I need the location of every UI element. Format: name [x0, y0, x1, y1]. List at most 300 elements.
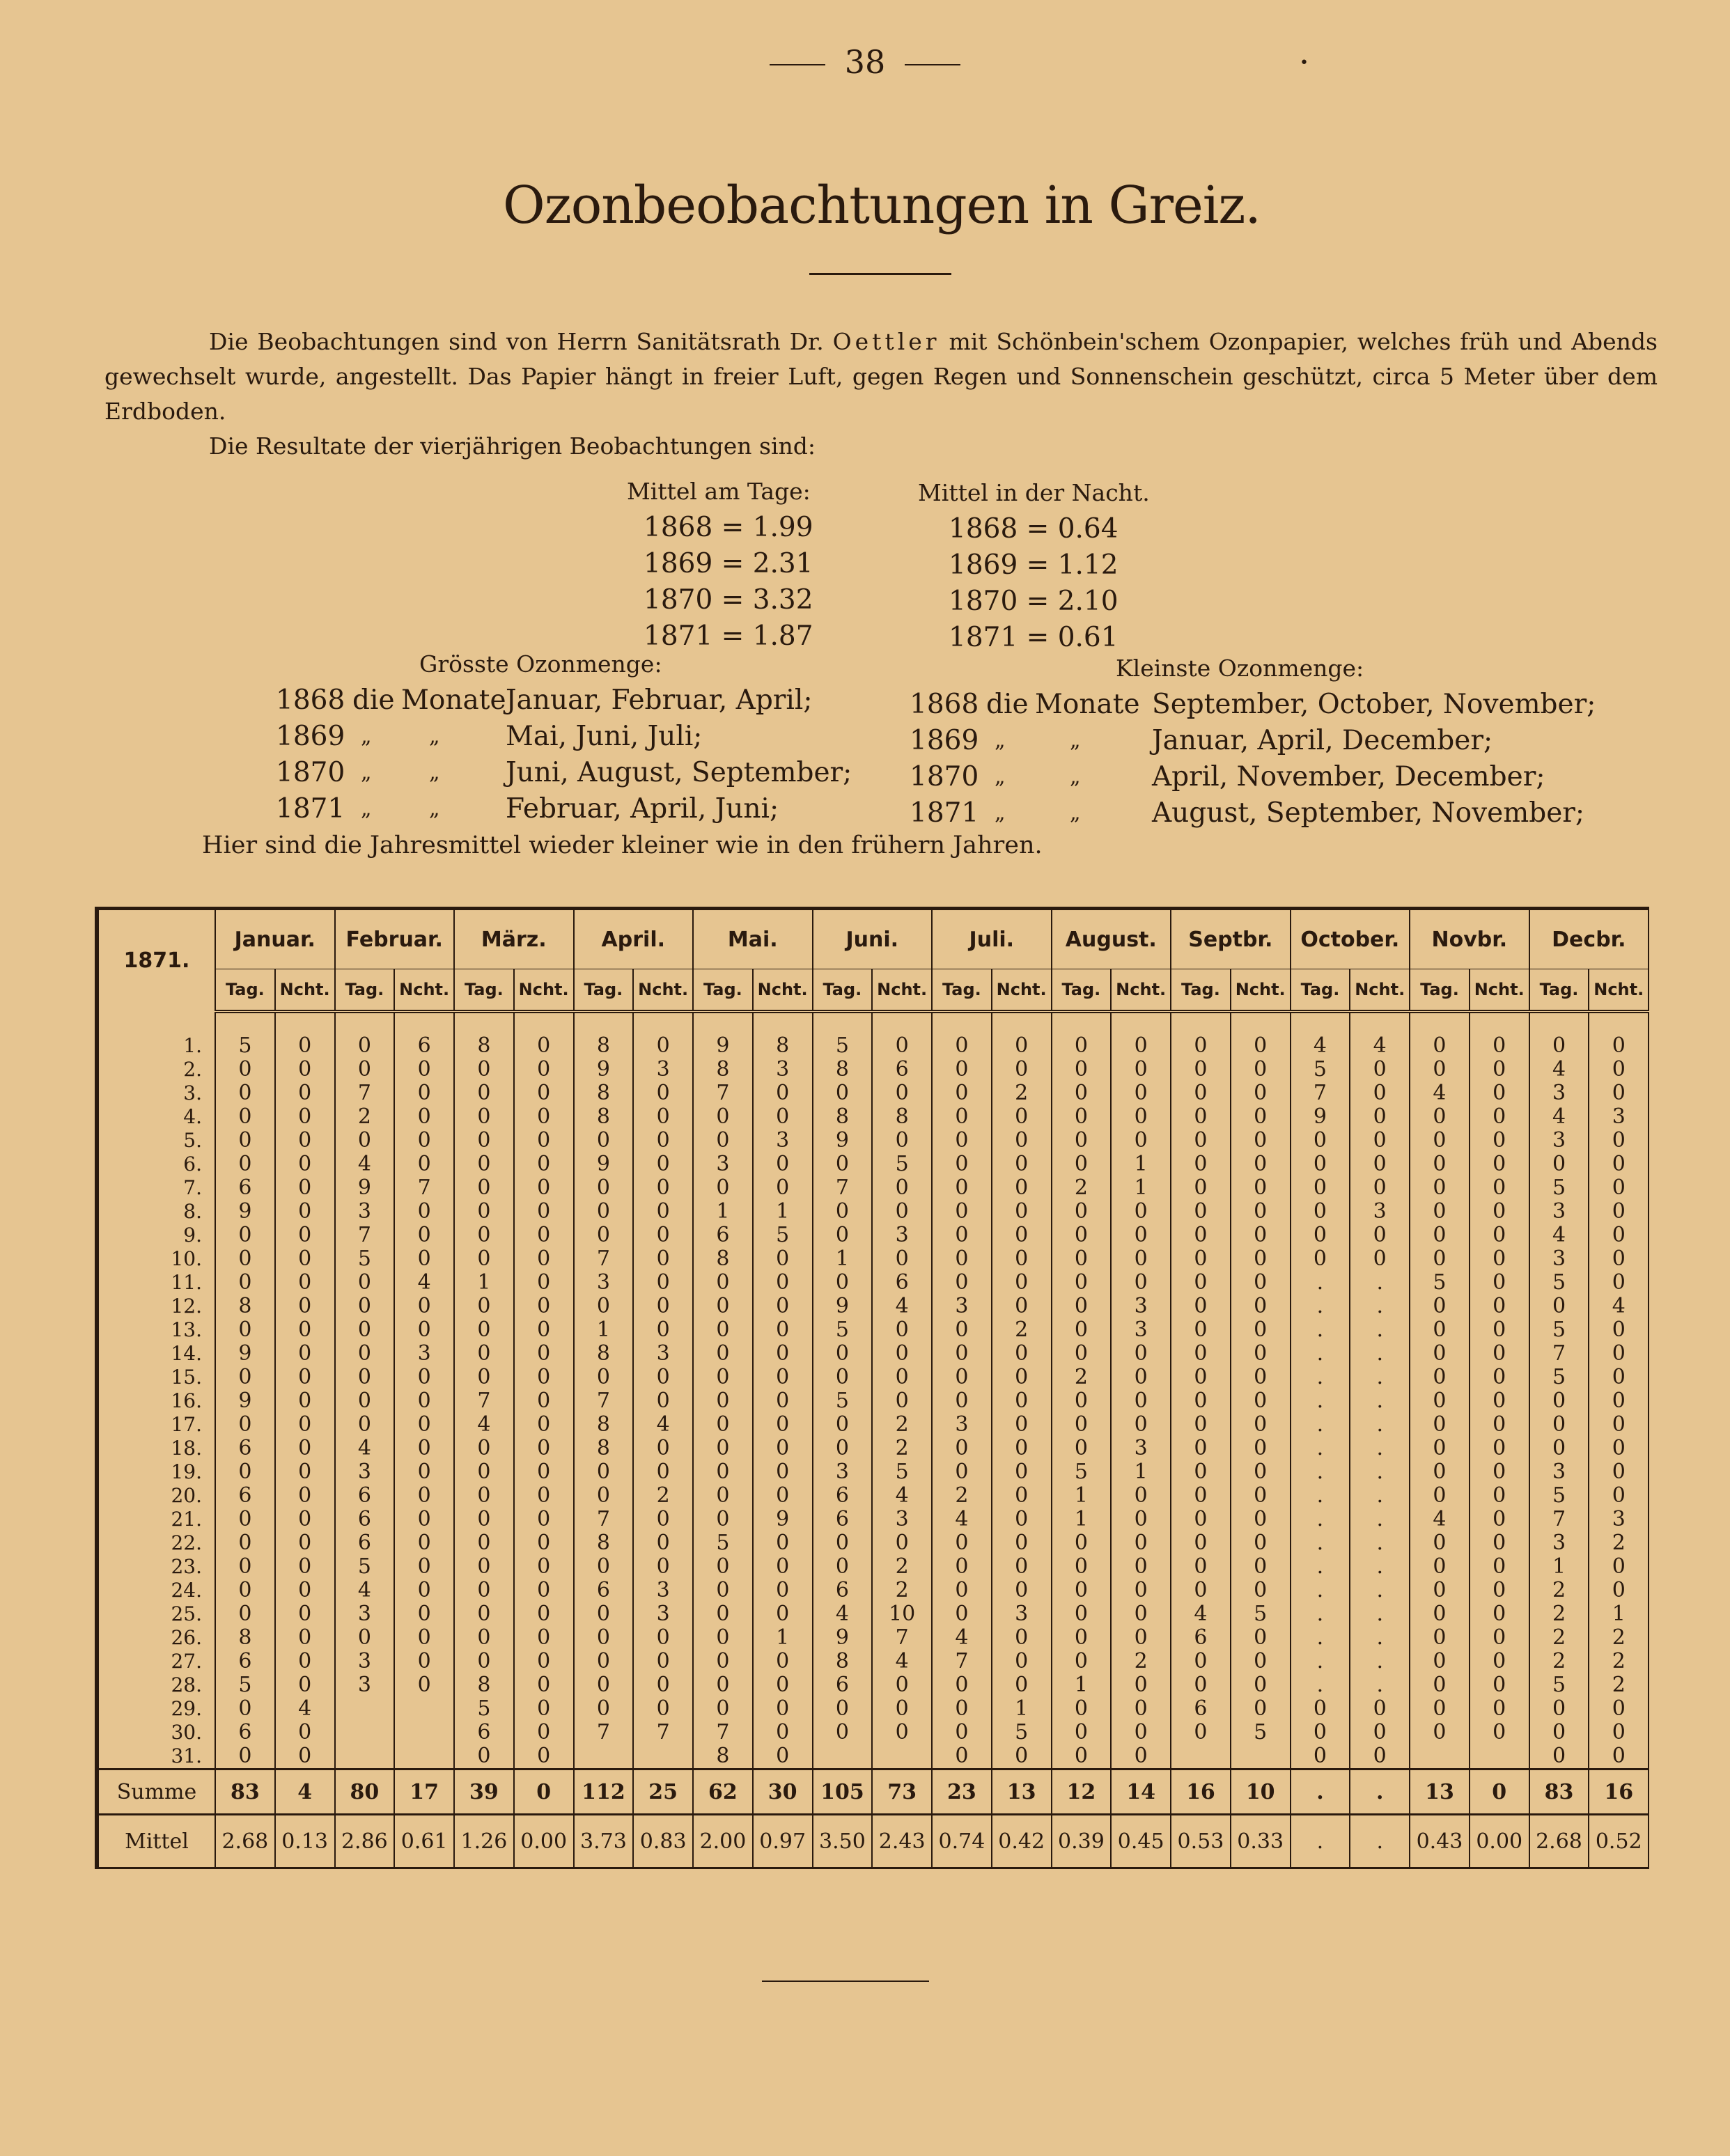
table-cell: 7 [574, 1721, 634, 1744]
table-cell: 0 [633, 1081, 693, 1105]
summe-cell: 16 [1171, 1770, 1231, 1815]
table-cell: 6 [335, 1531, 395, 1555]
table-cell: 3 [633, 1342, 693, 1366]
table-cell: 0 [1410, 1295, 1470, 1318]
night-mean-row: 1868 = 0.64 [949, 513, 1119, 545]
table-cell: 0 [1410, 1366, 1470, 1389]
table-cell: 0 [215, 1081, 275, 1105]
table-cell: 0 [932, 1176, 992, 1200]
table-cell: 0 [693, 1697, 753, 1721]
table-cell: 6 [215, 1437, 275, 1460]
table-cell: 0 [335, 1129, 395, 1153]
table-cell [1171, 1744, 1231, 1770]
table-cell: 0 [1171, 1295, 1231, 1318]
table-cell: 7 [932, 1650, 992, 1673]
table-cell: . [1291, 1602, 1350, 1626]
table-cell: 3 [1529, 1200, 1589, 1224]
table-cell: 0 [1291, 1200, 1350, 1224]
table-cell: 0 [574, 1200, 634, 1224]
table-cell: 2 [1529, 1579, 1589, 1602]
table-cell: 0 [275, 1673, 335, 1697]
table-cell: 8 [693, 1058, 753, 1081]
table-cell: 0 [1470, 1697, 1529, 1721]
table-cell: 0 [1171, 1034, 1231, 1058]
mittel-cell: 0.97 [753, 1815, 813, 1868]
table-cell: . [1350, 1295, 1410, 1318]
table-cell: 5 [813, 1389, 873, 1413]
table-cell: 0 [1589, 1200, 1649, 1224]
table-cell: 0 [1589, 1366, 1649, 1389]
summe-cell: 39 [454, 1770, 514, 1815]
table-cell: 0 [1529, 1153, 1589, 1176]
table-cell: 0 [1470, 1413, 1529, 1437]
table-cell: 0 [1111, 1200, 1171, 1224]
table-cell: 0 [1529, 1721, 1589, 1744]
tag-header: Tag. [574, 969, 634, 1012]
table-cell: 0 [514, 1508, 574, 1531]
summe-cell: 4 [275, 1770, 335, 1815]
table-cell: 0 [1589, 1389, 1649, 1413]
table-cell: 0 [693, 1555, 753, 1579]
table-cell: 8 [574, 1531, 634, 1555]
min-ozone-block [910, 650, 1596, 831]
table-cell: 0 [872, 1697, 932, 1721]
table-cell: 0 [693, 1271, 753, 1295]
table-cell: 0 [1470, 1105, 1529, 1129]
table-cell: 0 [335, 1626, 395, 1650]
table-cell: 0 [1231, 1034, 1291, 1058]
table-cell: 0 [454, 1650, 514, 1673]
table-cell: 0 [932, 1342, 992, 1366]
table-cell: 2 [872, 1579, 932, 1602]
table-cell: 4 [872, 1484, 932, 1508]
table-cell: 0 [992, 1531, 1052, 1555]
mittel-cell: 3.73 [574, 1815, 634, 1868]
table-cell: 6 [215, 1721, 275, 1744]
table-cell: 0 [992, 1413, 1052, 1437]
table-cell: 1 [813, 1247, 873, 1271]
table-cell: 0 [335, 1318, 395, 1342]
table-cell: 0 [1589, 1081, 1649, 1105]
day-label: 12. [97, 1295, 215, 1318]
table-cell: 8 [574, 1034, 634, 1058]
table-cell: 0 [1171, 1366, 1231, 1389]
mittel-label: Mittel [97, 1815, 215, 1868]
table-cell: 9 [753, 1508, 813, 1531]
table-cell: 0 [1470, 1555, 1529, 1579]
table-cell: 0 [633, 1247, 693, 1271]
table-cell: 6 [813, 1673, 873, 1697]
month-header: Mai. [693, 909, 813, 969]
table-cell: 4 [1589, 1295, 1649, 1318]
table-cell: . [1350, 1508, 1410, 1531]
table-cell: 0 [1052, 1081, 1112, 1105]
table-cell: 0 [693, 1342, 753, 1366]
table-cell: 0 [1410, 1224, 1470, 1247]
table-cell: 0 [753, 1176, 813, 1200]
table-cell: 0 [633, 1034, 693, 1058]
table-row [97, 1224, 1649, 1247]
table-cell: 0 [514, 1200, 574, 1224]
table-cell: 0 [932, 1721, 992, 1744]
table-cell: 0 [1589, 1437, 1649, 1460]
mittel-cell: . [1350, 1815, 1410, 1868]
table-cell: 0 [1052, 1531, 1112, 1555]
table-cell: 0 [1231, 1579, 1291, 1602]
table-cell: 0 [1410, 1721, 1470, 1744]
table-cell: 1 [1529, 1555, 1589, 1579]
table-row [97, 1129, 1649, 1153]
table-row [97, 1366, 1649, 1389]
table-cell: 0 [215, 1744, 275, 1770]
table-cell: . [1291, 1531, 1350, 1555]
table-cell: 0 [1171, 1129, 1231, 1153]
table-cell: 0 [1111, 1626, 1171, 1650]
tag-header: Tag. [335, 969, 395, 1012]
table-cell: 8 [574, 1105, 634, 1129]
table-cell: 0 [1171, 1413, 1231, 1437]
table-cell: 0 [633, 1508, 693, 1531]
table-cell: 0 [992, 1271, 1052, 1295]
table-cell: 0 [454, 1295, 514, 1318]
table-cell: 0 [1171, 1579, 1231, 1602]
table-cell: 0 [872, 1318, 932, 1342]
table-cell: 0 [1470, 1224, 1529, 1247]
day-label: 13. [97, 1318, 215, 1342]
table-cell: 0 [514, 1105, 574, 1129]
table-cell: 0 [454, 1081, 514, 1105]
mittel-cell: 0.39 [1052, 1815, 1112, 1868]
table-cell: 0 [1231, 1389, 1291, 1413]
table-cell: 0 [1529, 1295, 1589, 1318]
table-cell: 0 [275, 1224, 335, 1247]
mittel-cell: 0.13 [275, 1815, 335, 1868]
tag-header: Tag. [215, 969, 275, 1012]
month-header: Novbr. [1410, 909, 1529, 969]
mittel-cell: 0.74 [932, 1815, 992, 1868]
table-cell: 1 [1052, 1484, 1112, 1508]
table-cell: 9 [215, 1200, 275, 1224]
table-row [97, 1555, 1649, 1579]
summe-cell: 13 [1410, 1770, 1470, 1815]
table-cell: 0 [753, 1555, 813, 1579]
page-number-text: 38 [844, 43, 886, 81]
table-cell: 0 [394, 1081, 454, 1105]
table-cell: 6 [693, 1224, 753, 1247]
table-cell: 0 [514, 1295, 574, 1318]
table-cell: 0 [1350, 1247, 1410, 1271]
table-cell: 0 [215, 1555, 275, 1579]
table-cell: 0 [454, 1366, 514, 1389]
table-cell: 6 [872, 1058, 932, 1081]
table-cell: 0 [992, 1034, 1052, 1058]
table-row [97, 1650, 1649, 1673]
table-cell: 0 [1350, 1081, 1410, 1105]
table-cell: 1 [753, 1626, 813, 1650]
table-cell [394, 1721, 454, 1744]
table-cell: . [1350, 1602, 1410, 1626]
table-cell: 0 [1470, 1271, 1529, 1295]
table-cell: 0 [1171, 1673, 1231, 1697]
summe-cell: 25 [633, 1770, 693, 1815]
table-cell: 0 [1410, 1105, 1470, 1129]
table-cell: 0 [1111, 1247, 1171, 1271]
table-cell: 0 [1410, 1389, 1470, 1413]
table-cell: 4 [872, 1295, 932, 1318]
table-cell: 2 [335, 1105, 395, 1129]
table-cell: 5 [1410, 1271, 1470, 1295]
table-cell: 3 [693, 1153, 753, 1176]
table-cell: 0 [1410, 1437, 1470, 1460]
table-cell: 0 [1171, 1247, 1231, 1271]
table-cell: 0 [514, 1531, 574, 1555]
table-cell: 4 [932, 1508, 992, 1531]
table-cell: 3 [335, 1650, 395, 1673]
table-cell: 0 [813, 1224, 873, 1247]
nacht-header: Ncht. [514, 969, 574, 1012]
table-cell: 0 [1111, 1721, 1171, 1744]
table-cell: 0 [1111, 1081, 1171, 1105]
table-cell: 0 [992, 1224, 1052, 1247]
table-cell: 0 [1231, 1271, 1291, 1295]
table-cell: 0 [932, 1744, 992, 1770]
table-cell: 0 [514, 1744, 574, 1770]
table-cell: 1 [753, 1200, 813, 1224]
day-label: 17. [97, 1413, 215, 1437]
table-cell: 0 [514, 1366, 574, 1389]
table-cell: 9 [574, 1058, 634, 1081]
table-row [97, 1200, 1649, 1224]
table-cell: 0 [813, 1531, 873, 1555]
table-cell: 0 [1529, 1413, 1589, 1437]
table-cell: 8 [753, 1034, 813, 1058]
table-cell: 8 [813, 1650, 873, 1673]
night-mean-row: 1869 = 1.12 [949, 549, 1119, 581]
table-cell: 0 [454, 1318, 514, 1342]
table-cell: 0 [753, 1153, 813, 1176]
table-cell: 3 [872, 1224, 932, 1247]
table-cell: . [1291, 1508, 1350, 1531]
table-cell [1470, 1744, 1529, 1770]
table-cell: 0 [1470, 1602, 1529, 1626]
table-cell: 0 [753, 1579, 813, 1602]
table-cell: 7 [633, 1721, 693, 1744]
table-cell: 6 [335, 1508, 395, 1531]
table-cell: 0 [693, 1650, 753, 1673]
table-cell: 5 [1529, 1484, 1589, 1508]
table-cell: 0 [992, 1484, 1052, 1508]
summe-cell: 13 [992, 1770, 1052, 1815]
summe-cell: 80 [335, 1770, 395, 1815]
table-cell: 0 [454, 1153, 514, 1176]
table-cell: 0 [1470, 1484, 1529, 1508]
table-cell: 0 [1171, 1081, 1231, 1105]
table-cell: 0 [454, 1508, 514, 1531]
table-row [97, 1744, 1649, 1770]
day-mean-row: 1868 = 1.99 [644, 512, 813, 543]
table-cell: 0 [1231, 1224, 1291, 1247]
table-cell: 0 [215, 1105, 275, 1129]
table-cell: 2 [1052, 1366, 1112, 1389]
table-cell: 0 [693, 1673, 753, 1697]
table-cell: 0 [1410, 1200, 1470, 1224]
table-cell: 0 [1291, 1744, 1350, 1770]
table-cell: 0 [275, 1153, 335, 1176]
table-cell: 0 [1350, 1105, 1410, 1129]
table-cell: 0 [633, 1673, 693, 1697]
table-cell: 0 [872, 1721, 932, 1744]
table-cell: 0 [932, 1366, 992, 1389]
table-cell: 0 [335, 1034, 395, 1058]
table-cell: 0 [275, 1271, 335, 1295]
table-cell: 0 [992, 1129, 1052, 1153]
table-row [97, 1247, 1649, 1271]
table-cell: 0 [514, 1697, 574, 1721]
table-cell: 0 [813, 1413, 873, 1437]
table-cell: 0 [394, 1579, 454, 1602]
table-cell: 3 [1529, 1247, 1589, 1271]
table-cell: 4 [813, 1602, 873, 1626]
table-cell: 6 [872, 1271, 932, 1295]
tag-header: Tag. [1171, 969, 1231, 1012]
table-cell: 7 [335, 1081, 395, 1105]
table-cell: 1 [693, 1200, 753, 1224]
table-cell: 6 [1171, 1626, 1231, 1650]
summe-cell: 30 [753, 1770, 813, 1815]
table-cell: 0 [872, 1247, 932, 1271]
table-cell: 3 [1111, 1295, 1171, 1318]
table-cell: 0 [1231, 1650, 1291, 1673]
table-cell: 0 [1410, 1034, 1470, 1058]
table-cell [335, 1697, 395, 1721]
table-cell: 0 [1111, 1058, 1171, 1081]
day-label: 26. [97, 1626, 215, 1650]
table-cell: 6 [574, 1579, 634, 1602]
table-cell: 0 [215, 1366, 275, 1389]
table-cell: 2 [1589, 1626, 1649, 1650]
table-cell: 1 [1052, 1673, 1112, 1697]
table-cell: 0 [1410, 1673, 1470, 1697]
table-cell: 0 [1410, 1626, 1470, 1650]
table-cell: 0 [394, 1389, 454, 1413]
table-cell [335, 1721, 395, 1744]
table-cell: 0 [394, 1437, 454, 1460]
day-means-heading: Mittel am Tage: [627, 478, 811, 505]
mittel-cell: 0.00 [1470, 1815, 1529, 1868]
table-cell: 0 [1052, 1200, 1112, 1224]
table-cell: 0 [932, 1034, 992, 1058]
table-cell: 0 [514, 1721, 574, 1744]
table-cell: 0 [1231, 1484, 1291, 1508]
table-cell: 0 [275, 1318, 335, 1342]
table-cell: 0 [1231, 1153, 1291, 1176]
table-cell: 0 [275, 1602, 335, 1626]
table-cell: 3 [335, 1460, 395, 1484]
table-cell: 0 [1231, 1531, 1291, 1555]
table-cell: 0 [275, 1579, 335, 1602]
table-cell: 6 [813, 1579, 873, 1602]
table-cell: 0 [1470, 1318, 1529, 1342]
table-cell: 0 [1111, 1129, 1171, 1153]
table-cell: 0 [1350, 1129, 1410, 1153]
table-cell: 0 [1589, 1460, 1649, 1484]
table-cell [394, 1697, 454, 1721]
table-cell: 0 [633, 1129, 693, 1153]
month-header: Juni. [813, 909, 933, 969]
table-cell: 0 [335, 1295, 395, 1318]
ink-speck: • [1300, 54, 1309, 72]
mittel-cell: 2.43 [872, 1815, 932, 1868]
table-cell: . [1350, 1484, 1410, 1508]
table-cell: 0 [633, 1200, 693, 1224]
table-cell: 0 [514, 1579, 574, 1602]
table-cell: 0 [992, 1437, 1052, 1460]
min-ozone-row: 1869 „ „ Januar, April, December; [910, 725, 1493, 756]
table-cell: 0 [1350, 1153, 1410, 1176]
table-cell: 0 [394, 1247, 454, 1271]
table-cell: 0 [1589, 1579, 1649, 1602]
table-cell: 0 [1052, 1579, 1112, 1602]
table-cell: 0 [1111, 1555, 1171, 1579]
table-cell: 0 [394, 1650, 454, 1673]
table-cell: 2 [1111, 1650, 1171, 1673]
max-ozone-heading: Grösste Ozonmenge: [419, 650, 662, 678]
table-cell: 5 [335, 1555, 395, 1579]
table-cell: 0 [753, 1342, 813, 1366]
table-cell: 0 [1052, 1271, 1112, 1295]
table-cell: 0 [753, 1744, 813, 1770]
table-cell: 0 [1291, 1697, 1350, 1721]
table-cell: 3 [1350, 1200, 1410, 1224]
table-cell: 0 [1052, 1626, 1112, 1650]
table-cell: 0 [275, 1058, 335, 1081]
table-cell: 0 [275, 1484, 335, 1508]
table-cell: 0 [932, 1389, 992, 1413]
table-cell: 4 [1529, 1105, 1589, 1129]
table-cell: 9 [335, 1176, 395, 1200]
table-cell: 0 [1410, 1153, 1470, 1176]
summe-cell: 83 [1529, 1770, 1589, 1815]
table-cell: 8 [813, 1058, 873, 1081]
table-cell: 3 [753, 1058, 813, 1081]
table-cell: 0 [1231, 1366, 1291, 1389]
table-cell: 0 [932, 1200, 992, 1224]
table-cell: 0 [992, 1247, 1052, 1271]
table-cell: 0 [1470, 1366, 1529, 1389]
table-cell: 0 [992, 1626, 1052, 1650]
table-cell: 0 [275, 1295, 335, 1318]
day-label: 10. [97, 1247, 215, 1271]
nacht-header: Ncht. [1589, 969, 1649, 1012]
table-cell: 0 [813, 1555, 873, 1579]
table-cell: 0 [514, 1034, 574, 1058]
tag-header: Tag. [813, 969, 873, 1012]
mittel-cell: 3.50 [813, 1815, 873, 1868]
table-cell: 3 [574, 1271, 634, 1295]
table-cell: 0 [1231, 1555, 1291, 1579]
table-cell: 0 [275, 1508, 335, 1531]
table-cell: 0 [693, 1366, 753, 1389]
table-cell: 0 [992, 1673, 1052, 1697]
table-cell: 0 [275, 1247, 335, 1271]
table-row [97, 1626, 1649, 1650]
table-cell: 3 [1589, 1508, 1649, 1531]
table-cell: 0 [514, 1626, 574, 1650]
table-cell: 0 [1470, 1295, 1529, 1318]
table-cell: 5 [813, 1318, 873, 1342]
table-cell: 0 [693, 1129, 753, 1153]
table-cell: 0 [1052, 1153, 1112, 1176]
